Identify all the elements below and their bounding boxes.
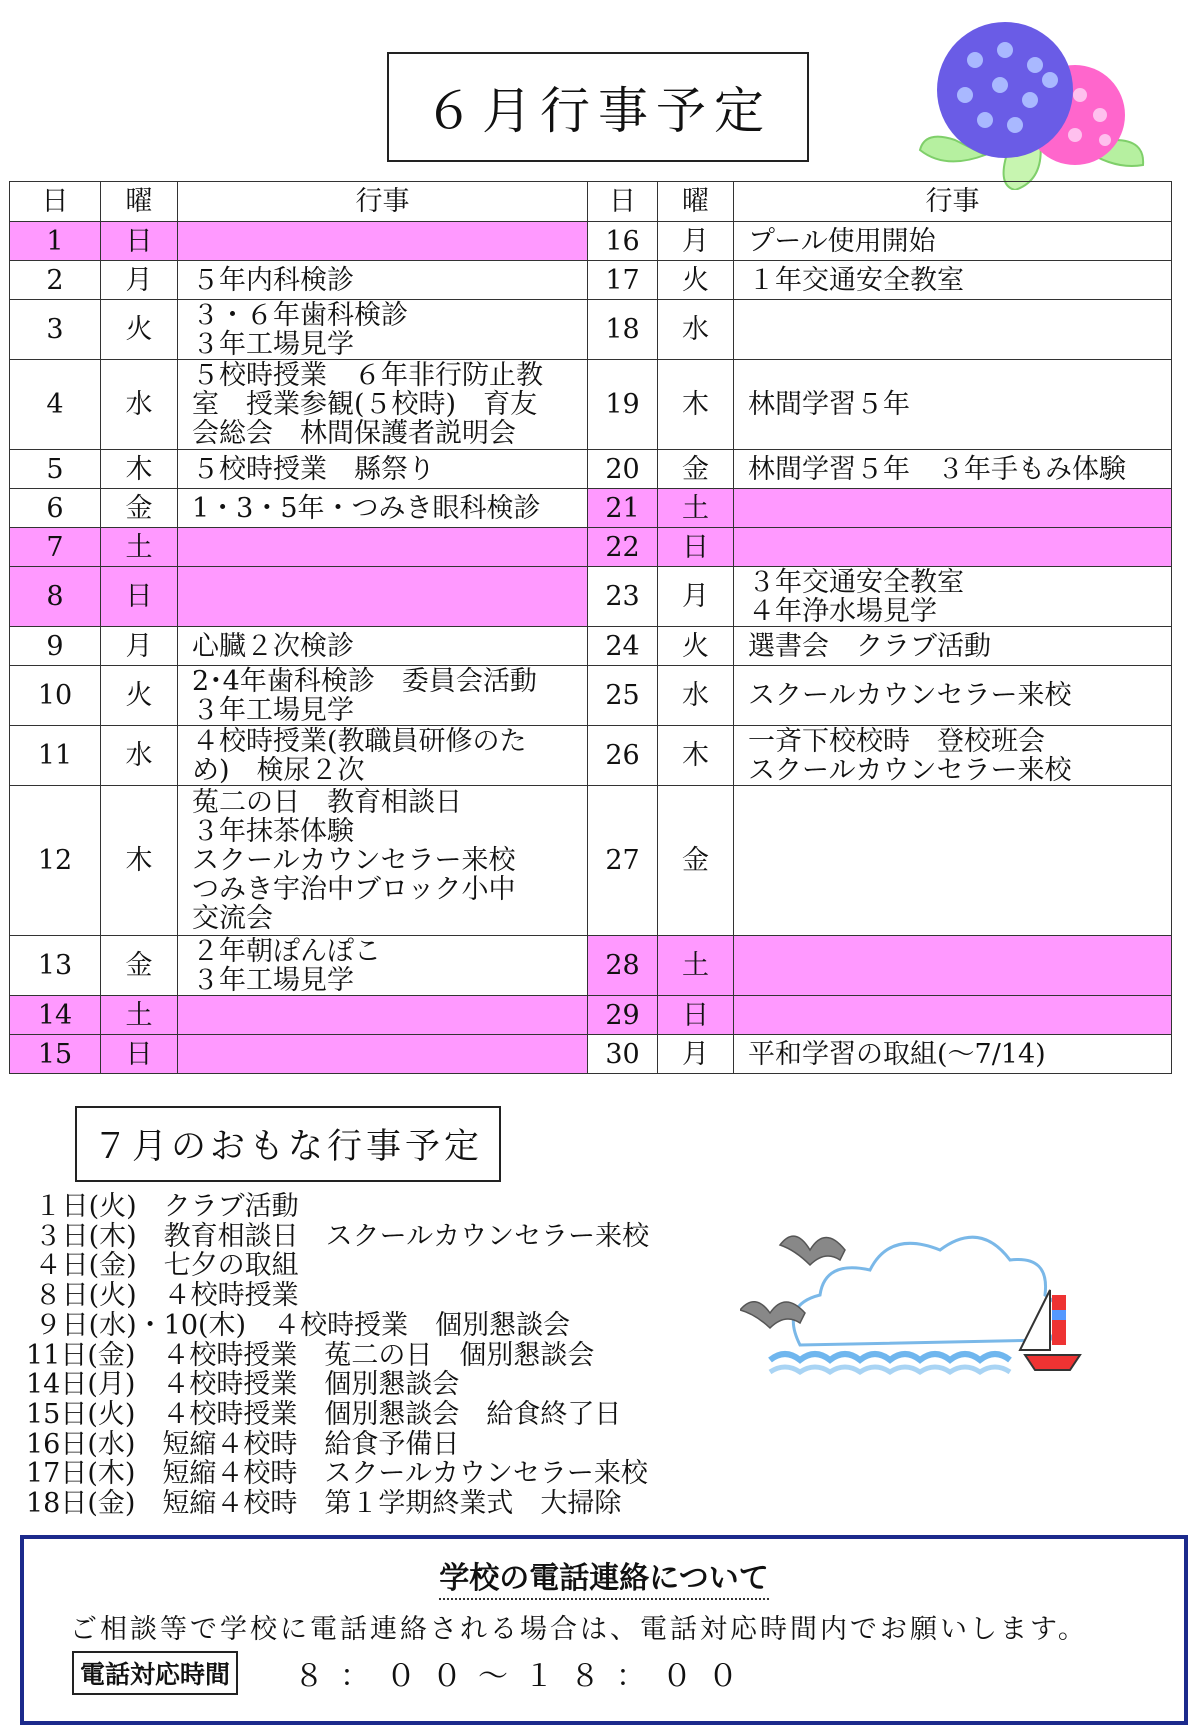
weekday-cell: 火 (658, 627, 734, 666)
event-cell (178, 786, 588, 936)
day-cell: 2 (10, 261, 101, 300)
weekday-cell: 日 (658, 528, 734, 567)
event-line: つみき宇治中ブロック小中 (192, 874, 516, 905)
list-item: ４日(金) 七夕の取組 (26, 1250, 299, 1282)
weekday-cell: 金 (101, 489, 178, 528)
event-cell (734, 222, 1172, 261)
event-line: スクールカウンセラー来校 (748, 680, 1072, 711)
col-header-event: 行事 (178, 182, 588, 222)
table-row (10, 786, 1172, 936)
table-row (10, 489, 1172, 528)
event-cell (178, 726, 588, 786)
table-row (10, 222, 1172, 261)
weekday-cell: 土 (658, 489, 734, 528)
day-cell: 15 (10, 1035, 101, 1074)
phone-hours-value: ８：００～１８：００ (294, 1659, 754, 1694)
event-line: 交流会 (192, 903, 273, 934)
event-line: ３・６年歯科検診 (192, 299, 408, 331)
event-line: 室 授業参観(５校時) 育友 (192, 389, 538, 420)
table-row (10, 1035, 1172, 1074)
july-event-list (26, 1192, 726, 1519)
event-line: 一斉下校校時 登校班会 (748, 725, 1045, 757)
event-cell (734, 627, 1172, 666)
weekday-cell: 土 (101, 996, 178, 1035)
table-row (10, 528, 1172, 567)
event-cell (734, 489, 1172, 528)
list-item: 14日(月) ４校時授業 個別懇談会 (26, 1369, 460, 1401)
event-line: ３年抹茶体験 (192, 816, 354, 847)
weekday-cell: 火 (658, 261, 734, 300)
table-row (10, 726, 1172, 786)
event-cell (734, 996, 1172, 1035)
table-row (10, 936, 1172, 996)
event-cell (734, 261, 1172, 300)
event-line: ３年工場見学 (192, 964, 354, 996)
weekday-cell: 木 (658, 726, 734, 786)
event-line: ２年朝ぽんぽこ (192, 935, 381, 967)
event-cell (734, 1035, 1172, 1074)
list-item: 15日(火) ４校時授業 個別懇談会 給食終了日 (26, 1398, 622, 1430)
event-line: ３年交通安全教室 (748, 566, 964, 598)
june-schedule-table (9, 181, 1172, 1074)
weekday-cell: 日 (658, 996, 734, 1035)
day-cell: 21 (588, 489, 658, 528)
weekday-cell: 金 (658, 786, 734, 936)
col-header-day: 日 (10, 182, 101, 222)
day-cell: 14 (10, 996, 101, 1035)
event-line: 会総会 林間保護者説明会 (192, 418, 516, 449)
weekday-cell: 月 (101, 627, 178, 666)
col-header-event: 行事 (734, 182, 1172, 222)
phone-contact-notice (20, 1535, 1188, 1725)
weekday-cell: 火 (101, 300, 178, 360)
event-cell (178, 996, 588, 1035)
weekday-cell: 水 (658, 666, 734, 726)
event-cell (178, 450, 588, 489)
list-item: 16日(水) 短縮４校時 給食予備日 (26, 1428, 460, 1460)
phone-notice-text: ご相談等で学校に電話連絡される場合は、電話対応時間内でお願いします。 (70, 1614, 1088, 1645)
table-row (10, 450, 1172, 489)
event-line: ３年工場見学 (192, 694, 354, 726)
col-header-weekday: 曜 (101, 182, 178, 222)
list-item: ３日(木) 教育相談日 スクールカウンセラー来校 (26, 1220, 650, 1252)
july-title: ７月のおもな行事予定 (75, 1106, 501, 1182)
col-header-day: 日 (588, 182, 658, 222)
day-cell: 8 (10, 567, 101, 627)
phone-notice-title: 学校の電話連絡について (439, 1561, 768, 1600)
event-cell (178, 489, 588, 528)
event-line: ４年浄水場見学 (748, 595, 937, 627)
event-cell (734, 528, 1172, 567)
day-cell: 17 (588, 261, 658, 300)
event-line: ４校時授業(教職員研修のた (192, 725, 527, 757)
hydrangea-illustration (915, 20, 1145, 190)
phone-hours-label: 電話対応時間 (72, 1651, 238, 1695)
event-cell (178, 222, 588, 261)
event-line: スクールカウンセラー来校 (192, 845, 516, 876)
weekday-cell: 土 (101, 528, 178, 567)
day-cell: 29 (588, 996, 658, 1035)
seagull-cloud-boat-illustration (740, 1210, 1100, 1385)
weekday-cell: 火 (101, 666, 178, 726)
event-line: 林間学習５年 ３年手もみ体験 (748, 453, 1126, 485)
event-cell (178, 261, 588, 300)
event-cell (178, 627, 588, 666)
list-item: 11日(金) ４校時授業 菟二の日 個別懇談会 (26, 1339, 595, 1371)
event-cell (734, 936, 1172, 996)
day-cell: 6 (10, 489, 101, 528)
event-line: 平和学習の取組(～7/14) (748, 1038, 1046, 1070)
list-item: ８日(火) ４校時授業 (26, 1280, 299, 1312)
day-cell: 22 (588, 528, 658, 567)
day-cell: 3 (10, 300, 101, 360)
event-line: 林間学習５年 (748, 389, 910, 420)
day-cell: 23 (588, 567, 658, 627)
event-line: 心臓２次検診 (192, 630, 354, 662)
table-row (10, 360, 1172, 450)
event-line: ５校時授業 ６年非行防止教 (192, 360, 543, 391)
event-line: ３年工場見学 (192, 328, 354, 360)
weekday-cell: 水 (101, 360, 178, 450)
weekday-cell: 月 (658, 567, 734, 627)
day-cell: 5 (10, 450, 101, 489)
event-cell (734, 786, 1172, 936)
weekday-cell: 日 (101, 222, 178, 261)
weekday-cell: 月 (658, 1035, 734, 1074)
day-cell: 28 (588, 936, 658, 996)
event-cell (734, 450, 1172, 489)
event-line: め) 検尿２次 (192, 754, 365, 786)
weekday-cell: 木 (101, 786, 178, 936)
table-row (10, 261, 1172, 300)
table-row (10, 996, 1172, 1035)
table-row (10, 666, 1172, 726)
event-line: ５年内科検診 (192, 264, 354, 296)
list-item: １日(火) クラブ活動 (26, 1191, 299, 1222)
weekday-cell: 土 (658, 936, 734, 996)
day-cell: 19 (588, 360, 658, 450)
col-header-weekday: 曜 (658, 182, 734, 222)
day-cell: 4 (10, 360, 101, 450)
weekday-cell: 日 (101, 567, 178, 627)
day-cell: 1 (10, 222, 101, 261)
event-cell (178, 567, 588, 627)
event-cell (178, 936, 588, 996)
event-line: 1・3・5年・つみき眼科検診 (192, 492, 541, 524)
day-cell: 18 (588, 300, 658, 360)
day-cell: 24 (588, 627, 658, 666)
list-item: 18日(金) 短縮４校時 第１学期終業式 大掃除 (26, 1488, 622, 1520)
day-cell: 16 (588, 222, 658, 261)
event-line: スクールカウンセラー来校 (748, 754, 1072, 786)
weekday-cell: 木 (658, 360, 734, 450)
weekday-cell: 水 (101, 726, 178, 786)
weekday-cell: 月 (658, 222, 734, 261)
event-cell (734, 666, 1172, 726)
weekday-cell: 日 (101, 1035, 178, 1074)
event-line: 選書会 クラブ活動 (748, 630, 991, 662)
event-line: 菟二の日 教育相談日 (192, 787, 462, 818)
day-cell: 11 (10, 726, 101, 786)
day-cell: 30 (588, 1035, 658, 1074)
list-item: ９日(水)・10(木) ４校時授業 個別懇談会 (26, 1309, 571, 1341)
event-line: １年交通安全教室 (748, 264, 964, 296)
day-cell: 20 (588, 450, 658, 489)
day-cell: 9 (10, 627, 101, 666)
event-cell (178, 1035, 588, 1074)
table-row (10, 567, 1172, 627)
weekday-cell: 金 (658, 450, 734, 489)
list-item: 17日(木) 短縮４校時 スクールカウンセラー来校 (26, 1458, 648, 1490)
day-cell: 10 (10, 666, 101, 726)
day-cell: 12 (10, 786, 101, 936)
event-cell (178, 666, 588, 726)
event-cell (734, 300, 1172, 360)
table-row (10, 627, 1172, 666)
event-line: プール使用開始 (748, 225, 936, 257)
weekday-cell: 水 (658, 300, 734, 360)
day-cell: 7 (10, 528, 101, 567)
weekday-cell: 木 (101, 450, 178, 489)
day-cell: 13 (10, 936, 101, 996)
day-cell: 25 (588, 666, 658, 726)
table-header-row (10, 182, 1172, 222)
day-cell: 26 (588, 726, 658, 786)
page-title: ６月行事予定 (387, 52, 809, 162)
event-cell (178, 360, 588, 450)
event-cell (178, 300, 588, 360)
event-cell (734, 726, 1172, 786)
event-line: ５校時授業 縣祭り (192, 453, 435, 485)
weekday-cell: 金 (101, 936, 178, 996)
table-row (10, 300, 1172, 360)
day-cell: 27 (588, 786, 658, 936)
event-cell (734, 360, 1172, 450)
event-line: 2･4年歯科検診 委員会活動 (192, 665, 537, 697)
weekday-cell: 月 (101, 261, 178, 300)
event-cell (178, 528, 588, 567)
event-cell (734, 567, 1172, 627)
